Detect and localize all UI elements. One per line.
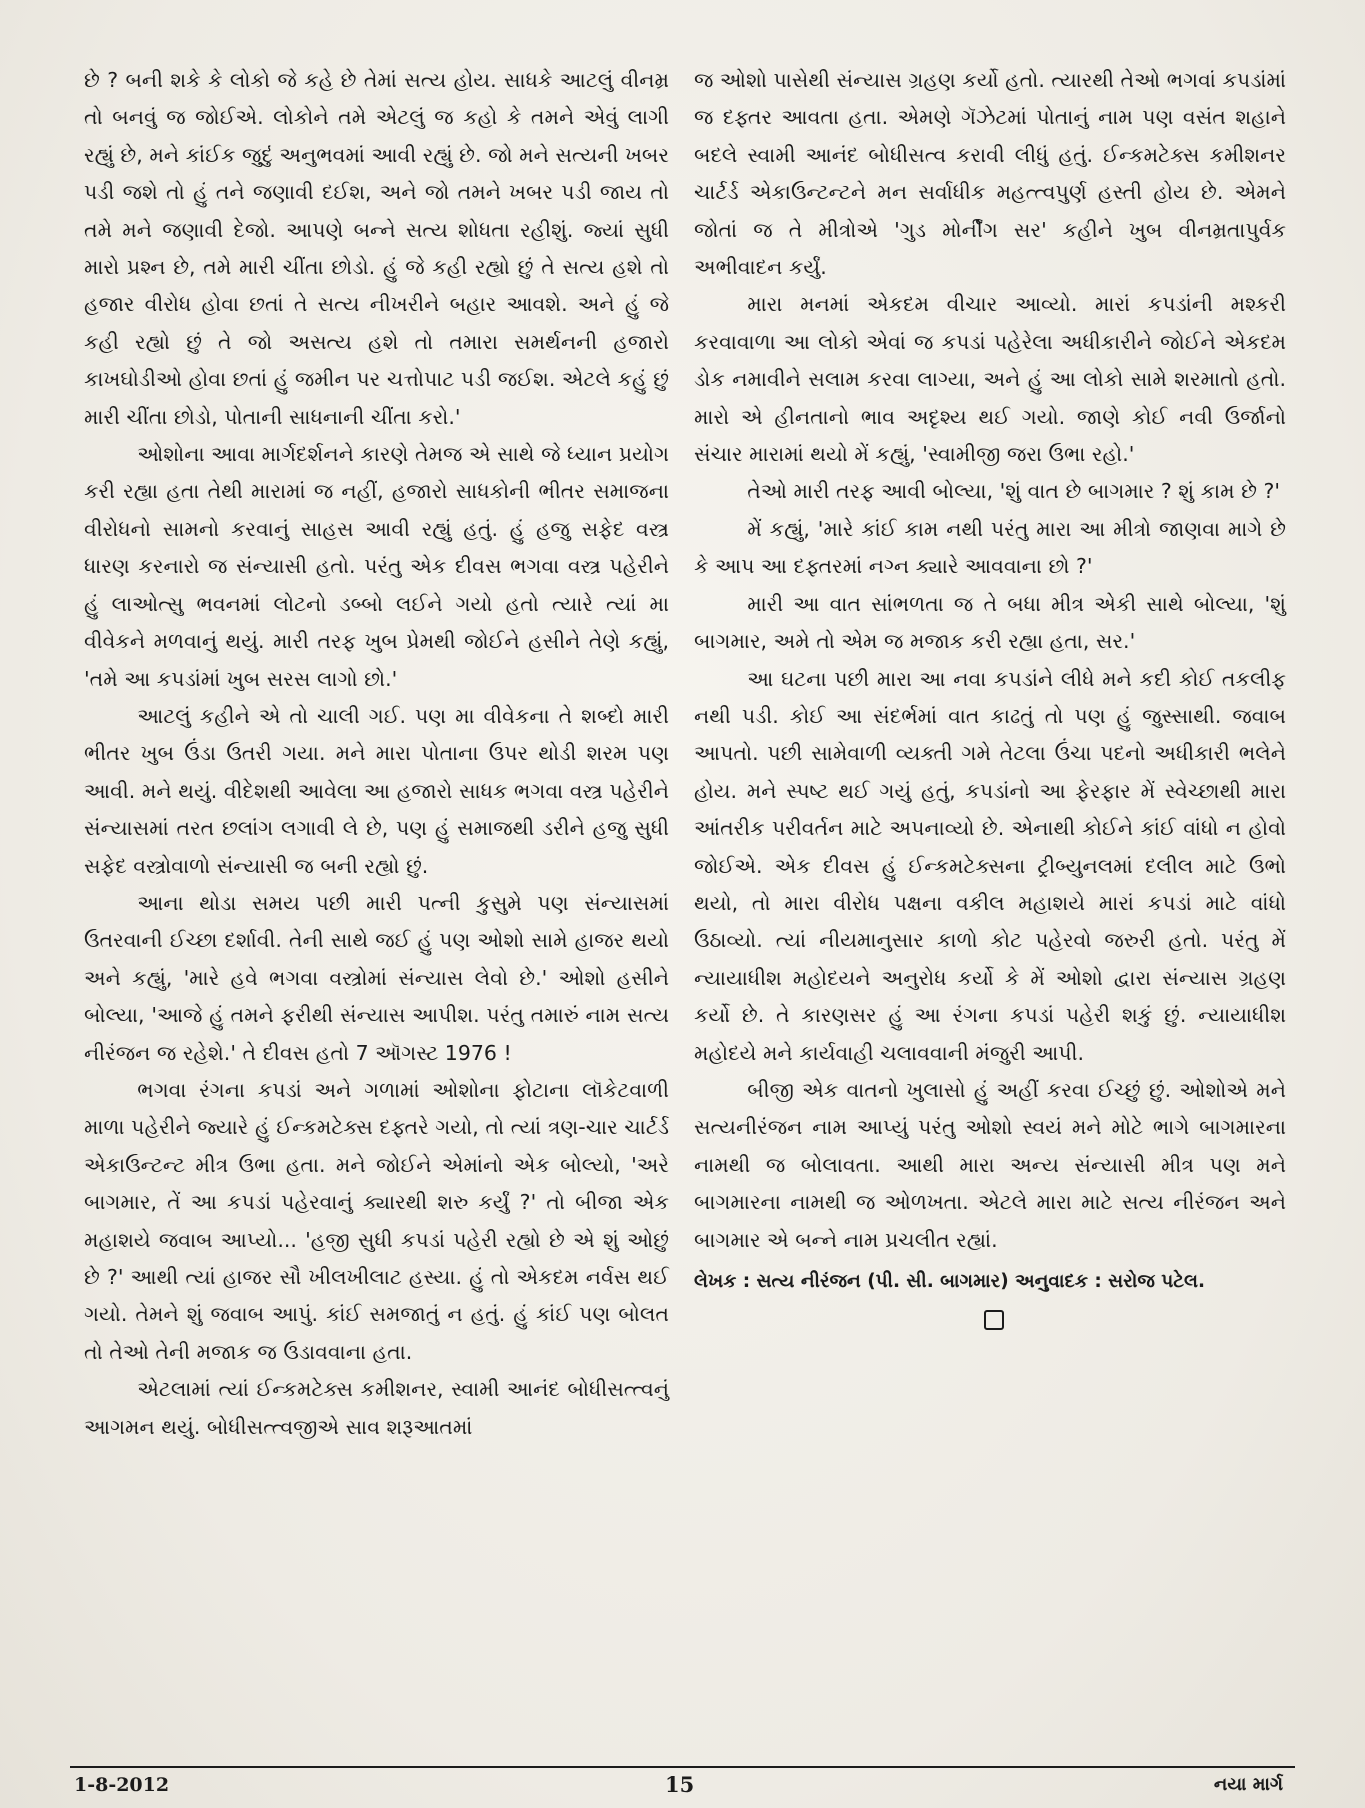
paragraph: મારા મનમાં એકદમ વીચાર આવ્યો. મારાં કપડાંની મશ્કરી કરવાવાળા આ લોકો એવાં જ કપડાં પહેરેલા અધીકારીને જોઈને એકદમ ડોક નમાવીને સલામ કરવા લાગ્યા, અને હું આ લોકો સામે શરમાતો હતો. મારો એ હીનતાનો ભાવ અદૃશ્ય થઈ ગયો. જાણે કોઈ નવી ઉર્જાનો સંચાર મારામાં થયો મેં કહ્યું, 'સ્વામીજી જરા ઉભા રહો.' — [694, 292, 1286, 467]
paragraph: ઓશોના આવા માર્ગદર્શનને કારણે તેમજ એ સાથે જે ધ્યાન પ્રયોગ કરી રહ્યા હતા તેથી મારામાં જ નહીં, હજારો સાધકોની ભીતર સમાજના વીરોધનો સામનો કરવાનું સાહસ આવી રહ્યું હતું. હું હજુ સફેદ વસ્ત્ર ધારણ કરનારો જ સંન્યાસી હતો. પરંતુ એક દીવસ ભગવા વસ્ત્ર પહેરીને હું લાઓત્સુ ભવનમાં લોટનો ડબ્બો લઈને ગયો હતો ત્યારે ત્યાં મા વીવેકને મળવાનું થયું. મારી તરફ ખુબ પ્રેમથી જોઈને હસીને તેણે કહ્યું, 'તમે આ કપડાંમાં ખુબ સરસ લાગો છો.' — [84, 442, 669, 691]
footer-divider — [70, 1766, 1295, 1768]
paragraph: તેઓ મારી તરફ આવી બોલ્યા, 'શું વાત છે બાગમાર ? શું કામ છે ?' — [747, 479, 1280, 504]
paragraph: મેં કહ્યું, 'મારે કાંઈ કામ નથી પરંતુ મારા આ મીત્રો જાણવા માગે છે કે આપ આ દફ્તરમાં નગ્ન ક્યારે આવવાના છો ?' — [694, 516, 1286, 579]
paragraph: આ ઘટના પછી મારા આ નવા કપડાંને લીધે મને કદી કોઈ તકલીફ નથી પડી. કોઈ આ સંદર્ભમાં વાત કાઢતું તો પણ હું જુસ્સાથી. જવાબ આપતો. પછી સામેવાળી વ્યક્તી ગમે તેટલા ઉંચા પદનો અધીકારી ભલેને હોય. મને સ્પષ્ટ થઈ ગયું હતું, કપડાંનો આ ફેરફાર મેં સ્વેચ્છાથી મારા આંતરીક પરીવર્તન માટે અપનાવ્યો છે. એનાથી કોઈને કાંઈ વાંધો ન હોવો જોઈએ. એક દીવસ હું ઈન્કમટેક્સના ટ્રીબ્યુનલમાં દલીલ માટે ઉભો થયો, તો મારા વીરોધ પક્ષના વકીલ મહાશયે મારાં કપડાં માટે વાંધો ઉઠાવ્યો. ત્યાં નીયમાનુસાર કાળો કોટ પહેરવો જરુરી હતો. પરંતુ મેં ન્યાયાધીશ મહોદયને અનુરોધ કર્યો કે મેં ઓશો દ્વારા સંન્યાસ ગ્રહણ કર્યો છે. તે કારણસર હું આ રંગના કપડાં પહેરી શકું છું. ન્યાયાધીશ મહોદયે મને કાર્યવાહી ચલાવવાની મંજુરી આપી. — [694, 666, 1286, 1065]
left-column — [84, 62, 669, 1446]
paragraph: છે ? બની શકે કે લોકો જે કહે છે તેમાં સત્ય હોય. સાધકે આટલું વીનમ્ર તો બનવું જ જોઈએ. લોકોને તમે એટલું જ કહો કે તમને એવું લાગી રહ્યું છે, મને કાંઈક જુદું અનુભવમાં આવી રહ્યું છે. જો મને સત્યની ખબર પડી જશે તો હું તને જણાવી દઈશ, અને જો તમને ખબર પડી જાય તો તમે મને જણાવી દેજો. આપણે બન્ને સત્ય શોધતા રહીશું. જ્યાં સુધી મારો પ્રશ્ન છે, તમે મારી ચીંતા છોડો. હું જે કહી રહ્યો છું તે સત્ય હશે તો હજાર વીરોધ હોવા છતાં તે સત્ય નીખરીને બહાર આવશે. અને હું જે કહી રહ્યો છું તે જો અસત્ય હશે તો તમારા સમર્થનની હજારો કાખઘોડીઓ હોવા છતાં હું જમીન પર ચત્તોપાટ પડી જઈશ. એટલે કહું છું મારી ચીંતા છોડો, પોતાની સાધનાની ચીંતા કરો.' — [84, 68, 669, 429]
paragraph: એટલામાં ત્યાં ઈન્કમટેક્સ કમીશનર, સ્વામી આનંદ બોધીસત્ત્વનું આગમન થયું. બોધીસત્ત્વજીએ સાવ શરૂઆતમાં — [84, 1377, 669, 1439]
paragraph: આના થોડા સમય પછી મારી પત્ની કુસુમે પણ સંન્યાસમાં ઉતરવાની ઈચ્છા દર્શાવી. તેની સાથે જઈ હું પણ ઓશો સામે હાજર થયો અને કહ્યું, 'મારે હવે ભગવા વસ્ત્રોમાં સંન્યાસ લેવો છે.' ઓશો હસીને બોલ્યા, 'આજે હું તમને ફરીથી સંન્યાસ આપીશ. પરંતુ તમારું નામ સત્ય નીરંજન જ રહેશે.' તે દીવસ હતો 7 ઑગસ્ટ 1976 ! — [84, 890, 669, 1065]
paragraph: ભગવા રંગના કપડાં અને ગળામાં ઓશોના ફોટાના લૉકેટવાળી માળા પહેરીને જ્યારે હું ઈન્કમટેક્સ દફ્તરે ગયો, તો ત્યાં ત્રણ-ચાર ચાર્ટર્ડ એકાઉન્ટન્ટ મીત્ર ઉભા હતા. મને જોઈને એમાંનો એક બોલ્યો, 'અરે બાગમાર, તેં આ કપડાં પહેરવાનું ક્યારથી શરુ કર્યું ?' તો બીજા એક મહાશયે જવાબ આપ્યો... 'હજી સુધી કપડાં પહેરી રહ્યો છે એ શું ઓછું છે ?' આથી ત્યાં હાજર સૌ ખીલખીલાટ હસ્યા. હું તો એકદમ નર્વસ થઈ ગયો. તેમને શું જવાબ આપું. કાંઈ સમજાતું ન હતું. હું કાંઈ પણ બોલત તો તેઓ તેની મજાક જ ઉડાવવાના હતા. — [84, 1077, 669, 1364]
end-of-article-square-icon — [984, 1310, 1004, 1330]
paragraph: બીજી એક વાતનો ખુલાસો હું અહીં કરવા ઈચ્છું છું. ઓશોએ મને સત્યનીરંજન નામ આપ્યું પરંતુ ઓશો સ્વયં મને મોટે ભાગે બાગમારના નામથી જ બોલાવતા. આથી મારા અન્ય સંન્યાસી મીત્ર પણ મને બાગમારના નામથી જ ઓળખતા. એટલે મારા માટે સત્ય નીરંજન અને બાગમાર એ બન્ને નામ પ્રચલીત રહ્યાં. — [694, 1077, 1286, 1252]
paragraph: આટલું કહીને એ તો ચાલી ગઈ. પણ મા વીવેકના તે શબ્દો મારી ભીતર ખુબ ઉંડા ઉતરી ગયા. મને મારા પોતાના ઉપર થોડી શરમ પણ આવી. મને થયું. વીદેશથી આવેલા આ હજારો સાધક ભગવા વસ્ત્ર પહેરીને સંન્યાસમાં તરત છલાંગ લગાવી લે છે, પણ હું સમાજથી ડરીને હજુ સુધી સફેદ વસ્ત્રોવાળો સંન્યાસી જ બની રહ્યો છું. — [84, 703, 669, 878]
right-column — [694, 62, 1286, 1330]
paragraph: જ ઓશો પાસેથી સંન્યાસ ગ્રહણ કર્યો હતો. ત્યારથી તેઓ ભગવાં કપડાંમાં જ દફ્તર આવતા હતા. એમણે ગૅઝેટમાં પોતાનું નામ પણ વસંત શહાને બદલે સ્વામી આનંદ બોધીસત્વ કરાવી લીધું હતું. ઈન્કમટેક્સ કમીશનર ચાર્ટર્ડ એકાઉન્ટન્ટને મન સર્વાધીક મહત્ત્વપુર્ણ હસ્તી હોય છે. એમને જોતાં જ તે મીત્રોએ 'ગુડ મોર્નીંગ સર' કહીને ખુબ વીનમ્રતાપુર્વક અભીવાદન કર્યું. — [694, 68, 1286, 280]
page-number: 15 — [665, 1772, 695, 1797]
magazine-name: નયા માર્ગ — [1213, 1774, 1283, 1795]
paragraph: મારી આ વાત સાંભળતા જ તે બધા મીત્ર એકી સાથે બોલ્યા, 'શું બાગમાર, અમે તો એમ જ મજાક કરી રહ્યા હતા, સર.' — [694, 591, 1286, 654]
author-byline: લેખક : સત્ય નીરંજન (પી. સી. બાગમાર) અનુવાદક : સરોજ પટેલ. — [694, 1271, 1206, 1292]
issue-date: 1-8-2012 — [74, 1774, 170, 1796]
